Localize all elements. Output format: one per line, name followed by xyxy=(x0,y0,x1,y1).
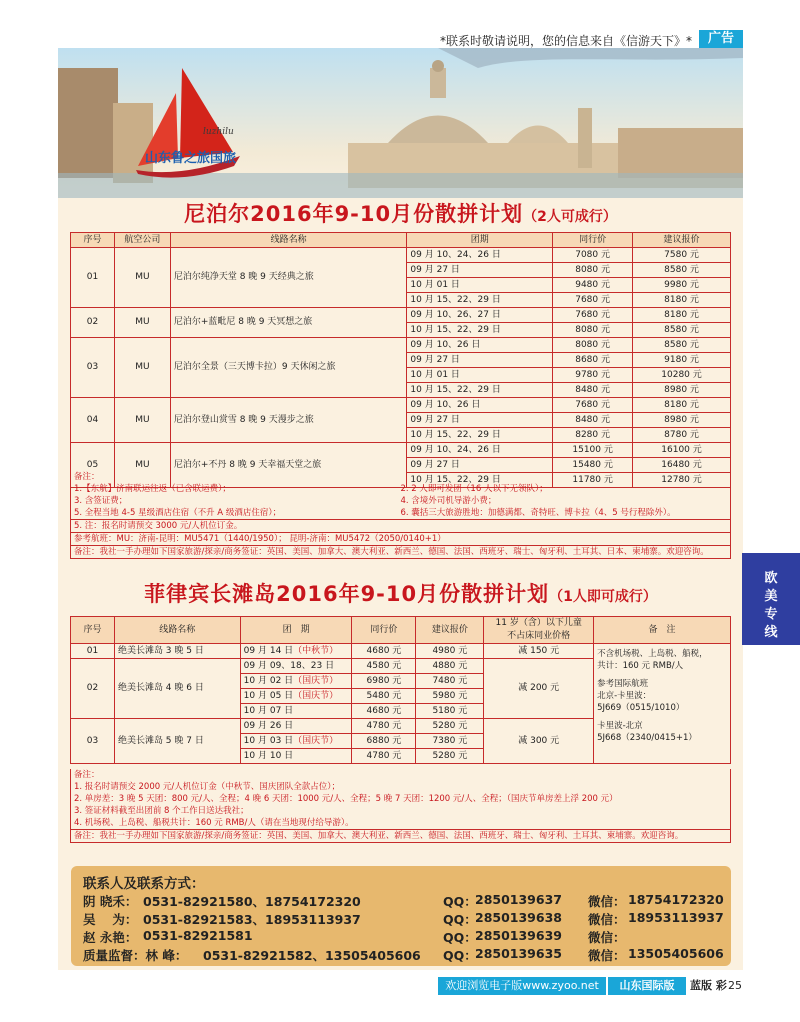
footer-section: 蓝版 彩 xyxy=(690,979,727,992)
nepal-table xyxy=(70,232,731,488)
airline-cell: MU xyxy=(114,308,170,338)
nepal-flight-info: 参考航班：MU：济南-昆明：MU5471（1440/1950）； 昆明-济南：MU5472（2050/0140+1） xyxy=(74,534,446,544)
peer-price: 9480 元 xyxy=(553,278,633,293)
tour-date-text: 10 月 05 日 xyxy=(243,690,294,701)
nepal-col-header: 序号 xyxy=(71,233,115,248)
peer-price: 15100 元 xyxy=(553,443,633,458)
side-tab-char: 专 xyxy=(764,607,778,622)
peer-price: 4680 元 xyxy=(352,644,416,659)
route-name: 尼泊尔+不丹 8 晚 9 天幸福天堂之旅 xyxy=(170,443,407,488)
remark-line: 5J668（2340/0415+1） xyxy=(597,733,697,743)
peer-price: 7680 元 xyxy=(553,398,633,413)
airline-cell: MU xyxy=(114,443,170,488)
tour-date: 09 月 10、26 日 xyxy=(407,398,553,413)
suggested-price: 9980 元 xyxy=(633,278,731,293)
peer-price: 11780 元 xyxy=(553,473,633,488)
suggested-price: 5280 元 xyxy=(416,719,484,734)
nepal-title-sub: （2人可成行） xyxy=(523,209,617,225)
suggested-price: 8580 元 xyxy=(633,323,731,338)
nepal-col-header: 同行价 xyxy=(553,233,633,248)
holiday-tag: （中秋节） xyxy=(293,645,339,656)
tour-date: 10 月 15、22、29 日 xyxy=(407,428,553,443)
airline-cell: MU xyxy=(114,248,170,308)
nepal-visa-note: 备注：我社一手办理如下国家旅游/探亲/商务签证：英国、美国、加拿大、澳大利亚、新西兰、德国、法国、西班牙、瑞士、匈牙利、土耳其、日本、柬埔寨。欢迎咨询。 xyxy=(74,547,709,557)
logo-name: 山东鲁之旅国旅 xyxy=(145,151,237,166)
peer-price: 7680 元 xyxy=(553,293,633,308)
banner-image xyxy=(58,48,743,198)
wechat-label: 微信： xyxy=(588,930,626,945)
side-tab-char: 欧 xyxy=(764,571,778,586)
row-number: 03 xyxy=(71,719,115,764)
wechat-label: 微信： xyxy=(588,894,626,909)
phil-table xyxy=(70,616,731,764)
holiday-tag: （国庆节） xyxy=(293,690,339,701)
suggested-price: 8580 元 xyxy=(633,338,731,353)
tour-date-text: 09 月 14 日 xyxy=(243,645,294,656)
nepal-note-4: 4. 含境外司机导游小费； xyxy=(400,496,497,506)
remark-line: 不含机场税、上岛税、船税， xyxy=(597,649,708,659)
qq-number[interactable]: 2850139638 xyxy=(475,910,562,925)
source-note: *联系时敬请说明，您的信息来自《信游天下》* xyxy=(439,34,692,48)
peer-price: 6980 元 xyxy=(352,674,416,689)
phil-note-1: 1. 报名时请预交 2000 元/人机位订金（中秋节、国庆团队全款占位）； xyxy=(74,782,340,792)
route-name: 尼泊尔全景（三天博卡拉）9 天休闲之旅 xyxy=(170,338,407,398)
peer-price: 4680 元 xyxy=(352,704,416,719)
phil-col-header: 备 注 xyxy=(594,617,731,644)
tour-date xyxy=(240,689,352,704)
nepal-note-5: 5. 全程当地 4-5 星级酒店住宿（不升 A 级酒店住宿）； xyxy=(74,508,282,518)
tour-date-text: 10 月 02 日 xyxy=(243,675,294,686)
qq-number[interactable]: 2850139639 xyxy=(475,928,562,943)
phil-title-sub: （1人即可成行） xyxy=(549,589,657,605)
airline-cell: MU xyxy=(114,398,170,443)
qq-number[interactable]: 2850139637 xyxy=(475,892,562,907)
tour-date xyxy=(240,704,352,719)
suggested-price: 8980 元 xyxy=(633,413,731,428)
peer-price: 8480 元 xyxy=(553,413,633,428)
route-name: 尼泊尔纯净天堂 8 晚 9 天经典之旅 xyxy=(170,248,407,308)
footer-website-link[interactable]: 欢迎浏览电子版www.zyoo.net xyxy=(438,977,606,995)
airline-cell: MU xyxy=(114,338,170,398)
ad-badge: 广告 xyxy=(699,30,743,48)
peer-price: 4780 元 xyxy=(352,749,416,764)
row-number: 01 xyxy=(71,248,115,308)
contact-row xyxy=(83,910,723,928)
nepal-notes xyxy=(70,471,731,559)
page-number: 25 xyxy=(728,979,742,992)
nepal-col-header: 建议报价 xyxy=(633,233,731,248)
route-name: 绝美长滩岛 5 晚 7 日 xyxy=(114,719,240,764)
tour-date: 09 月 10、26 日 xyxy=(407,338,553,353)
venice-skyline-illustration xyxy=(58,48,743,198)
row-number: 03 xyxy=(71,338,115,398)
tour-date: 10 月 15、22、29 日 xyxy=(407,323,553,338)
nepal-note-7: 5. 注：报名时请预交 3000 元/人机位订金。 xyxy=(74,521,243,531)
peer-price: 7680 元 xyxy=(553,308,633,323)
wechat-id[interactable]: 18953113937 xyxy=(628,910,724,925)
route-name: 尼泊尔+蓝毗尼 8 晚 9 天冥想之旅 xyxy=(170,308,407,338)
peer-price: 8080 元 xyxy=(553,263,633,278)
phil-visa-note: 备注：我社一手办理如下国家旅游/探亲/商务签证：英国、美国、加拿大、澳大利亚、新西兰、德国、法国、西班牙、瑞士、匈牙利、土耳其、柬埔寨。欢迎咨询。 xyxy=(74,831,684,841)
tour-date: 10 月 15、22、29 日 xyxy=(407,293,553,308)
suggested-price: 4980 元 xyxy=(416,644,484,659)
tour-date xyxy=(240,749,352,764)
phil-col-header: 序号 xyxy=(71,617,115,644)
nepal-col-header: 团期 xyxy=(407,233,553,248)
nepal-note-6: 6. 囊括三大旅游胜地：加德满都、奇特旺、博卡拉（4、5 号行程除外）。 xyxy=(400,508,676,518)
table-row xyxy=(71,308,731,323)
tour-date xyxy=(240,734,352,749)
holiday-tag: （国庆节） xyxy=(293,735,339,746)
qq-label: QQ： xyxy=(443,948,477,963)
side-tab-char: 线 xyxy=(764,625,778,640)
top-note-bar xyxy=(0,30,800,48)
contact-header: 联系人及联系方式： xyxy=(83,876,205,892)
table-row xyxy=(71,644,731,659)
wechat-id[interactable]: 18754172320 xyxy=(628,892,724,907)
tour-date: 10 月 15、22、29 日 xyxy=(407,383,553,398)
suggested-price: 12780 元 xyxy=(633,473,731,488)
tour-date xyxy=(240,719,352,734)
qq-label: QQ： xyxy=(443,912,477,927)
contact-phone[interactable]: 0531-82921582、13505405606 xyxy=(203,948,421,963)
peer-price: 4580 元 xyxy=(352,659,416,674)
contact-row xyxy=(83,892,723,910)
route-name: 绝美长滩岛 3 晚 5 日 xyxy=(114,644,240,659)
remark-line: 参考国际航班 xyxy=(597,679,649,689)
phil-title-main: 菲律宾长滩岛2016年9-10月份散拼计划 xyxy=(144,582,550,606)
tour-date-text: 09 月 26 日 xyxy=(243,720,294,731)
contact-name: 赵 永艳： xyxy=(83,930,138,945)
peer-price: 8280 元 xyxy=(553,428,633,443)
route-name: 绝美长滩岛 4 晚 6 日 xyxy=(114,659,240,719)
contact-name: 阴 晓禾： xyxy=(83,894,138,909)
logo-script: luzhilu xyxy=(203,127,234,137)
wechat-label: 微信： xyxy=(588,912,626,927)
peer-price: 9780 元 xyxy=(553,368,633,383)
tour-date xyxy=(240,674,352,689)
contact-phone[interactable]: 0531-82921580、18754172320 xyxy=(143,894,361,909)
tour-date: 09 月 27 日 xyxy=(407,458,553,473)
tour-date-text: 10 月 07 日 xyxy=(243,705,294,716)
contact-row xyxy=(83,928,723,946)
suggested-price: 10280 元 xyxy=(633,368,731,383)
row-number: 04 xyxy=(71,398,115,443)
phil-title xyxy=(58,578,743,608)
tour-date: 09 月 27 日 xyxy=(407,413,553,428)
phil-notes xyxy=(70,769,731,843)
row-number: 05 xyxy=(71,443,115,488)
remark-line: 5J669（0515/1010） xyxy=(597,703,685,713)
nepal-title xyxy=(58,198,743,228)
phil-note-4: 4. 机场税、上岛税、船税共计：160 元 RMB/人（请在当地现付给导游）。 xyxy=(74,818,354,828)
nepal-col-header: 航空公司 xyxy=(114,233,170,248)
side-section-tab xyxy=(742,553,800,645)
suggested-price: 7580 元 xyxy=(633,248,731,263)
peer-price: 8080 元 xyxy=(553,323,633,338)
tour-date: 09 月 27 日 xyxy=(407,263,553,278)
suggested-price: 5980 元 xyxy=(416,689,484,704)
peer-price: 7080 元 xyxy=(553,248,633,263)
row-number: 02 xyxy=(71,659,115,719)
child-discount: 减 150 元 xyxy=(484,644,594,659)
route-name: 尼泊尔登山赏雪 8 晚 9 天漫步之旅 xyxy=(170,398,407,443)
wechat-id[interactable]: 13505405606 xyxy=(628,946,724,961)
suggested-price: 16480 元 xyxy=(633,458,731,473)
suggested-price: 4880 元 xyxy=(416,659,484,674)
peer-price: 5480 元 xyxy=(352,689,416,704)
tour-date-text: 10 月 10 日 xyxy=(243,750,294,761)
peer-price: 8680 元 xyxy=(553,353,633,368)
nepal-note-2: 2. 2 人即可发团（16 人以下无领队）； xyxy=(400,484,548,494)
qq-number[interactable]: 2850139635 xyxy=(475,946,562,961)
tour-date: 09 月 27 日 xyxy=(407,353,553,368)
tour-date: 10 月 01 日 xyxy=(407,368,553,383)
tour-date: 09 月 10、24、26 日 xyxy=(407,443,553,458)
table-row xyxy=(71,398,731,413)
phil-col-header: 同行价 xyxy=(352,617,416,644)
child-discount: 减 200 元 xyxy=(484,659,594,719)
tour-date: 10 月 15、22、29 日 xyxy=(407,473,553,488)
contact-row xyxy=(83,946,723,964)
nepal-note-3: 3. 含签证费； xyxy=(74,496,128,506)
suggested-price: 7480 元 xyxy=(416,674,484,689)
tour-date-text: 09 月 09、18、23 日 xyxy=(243,660,335,671)
phil-col-header: 团 期 xyxy=(240,617,352,644)
phil-note-3: 3. 签证材料截至出团前 8 个工作日送达我社； xyxy=(74,806,249,816)
peer-price: 4780 元 xyxy=(352,719,416,734)
contact-name: 质量监督：林 峰： xyxy=(83,948,188,963)
footer-edition: 山东国际版 xyxy=(608,977,686,995)
nepal-title-main: 尼泊尔2016年9-10月份散拼计划 xyxy=(184,202,524,226)
child-discount: 减 300 元 xyxy=(484,719,594,764)
footer xyxy=(438,977,743,995)
suggested-price: 8980 元 xyxy=(633,383,731,398)
remark-line: 北京-卡里波： xyxy=(597,691,652,701)
suggested-price: 8180 元 xyxy=(633,308,731,323)
nepal-note-1: 1.【东航】济南联运往返（已含联运费）； xyxy=(74,484,231,494)
table-row xyxy=(71,248,731,263)
table-row xyxy=(71,338,731,353)
qq-label: QQ： xyxy=(443,894,477,909)
tour-date xyxy=(240,644,352,659)
peer-price: 8080 元 xyxy=(553,338,633,353)
suggested-price: 16100 元 xyxy=(633,443,731,458)
suggested-price: 8580 元 xyxy=(633,263,731,278)
suggested-price: 8180 元 xyxy=(633,398,731,413)
peer-price: 15480 元 xyxy=(553,458,633,473)
peer-price: 6880 元 xyxy=(352,734,416,749)
qq-label: QQ： xyxy=(443,930,477,945)
suggested-price: 8780 元 xyxy=(633,428,731,443)
suggested-price: 5180 元 xyxy=(416,704,484,719)
phil-col-header: 建议报价 xyxy=(416,617,484,644)
table-row xyxy=(71,443,731,458)
remark-cell xyxy=(594,644,731,764)
row-number: 01 xyxy=(71,644,115,659)
phil-notes-label: 备注： xyxy=(74,770,100,780)
contact-name: 吴 为： xyxy=(83,912,138,927)
nepal-notes-label: 备注： xyxy=(74,472,100,482)
poster xyxy=(58,48,743,970)
suggested-price: 5280 元 xyxy=(416,749,484,764)
row-number: 02 xyxy=(71,308,115,338)
suggested-price: 8180 元 xyxy=(633,293,731,308)
phil-col-header: 11 岁（含）以下儿童 不占床同业价格 xyxy=(484,617,594,644)
tour-date: 10 月 01 日 xyxy=(407,278,553,293)
suggested-price: 9180 元 xyxy=(633,353,731,368)
suggested-price: 7380 元 xyxy=(416,734,484,749)
phil-note-2: 2. 单房差：3 晚 5 天团：800 元/人、全程；4 晚 6 天团：1000 元/人、全程；5 晚 7 天团：1200 元/人、全程；（国庆节单房差上浮 200 元） xyxy=(74,794,618,804)
contact-phone[interactable]: 0531-82921581 xyxy=(143,928,253,943)
peer-price: 8480 元 xyxy=(553,383,633,398)
phil-col-header: 线路名称 xyxy=(114,617,240,644)
tour-date: 09 月 10、24、26 日 xyxy=(407,248,553,263)
nepal-col-header: 线路名称 xyxy=(170,233,407,248)
wechat-label: 微信： xyxy=(588,948,626,963)
contact-phone[interactable]: 0531-82921583、18953113937 xyxy=(143,912,361,927)
holiday-tag: （国庆节） xyxy=(293,675,339,686)
tour-date-text: 10 月 03 日 xyxy=(243,735,294,746)
remark-line: 卡里波-北京 xyxy=(597,721,643,731)
remark-line: 共计：160 元 RMB/人 xyxy=(597,661,684,671)
tour-date: 09 月 10、26、27 日 xyxy=(407,308,553,323)
tour-date xyxy=(240,659,352,674)
contact-panel xyxy=(71,866,731,966)
side-tab-char: 美 xyxy=(764,589,778,604)
